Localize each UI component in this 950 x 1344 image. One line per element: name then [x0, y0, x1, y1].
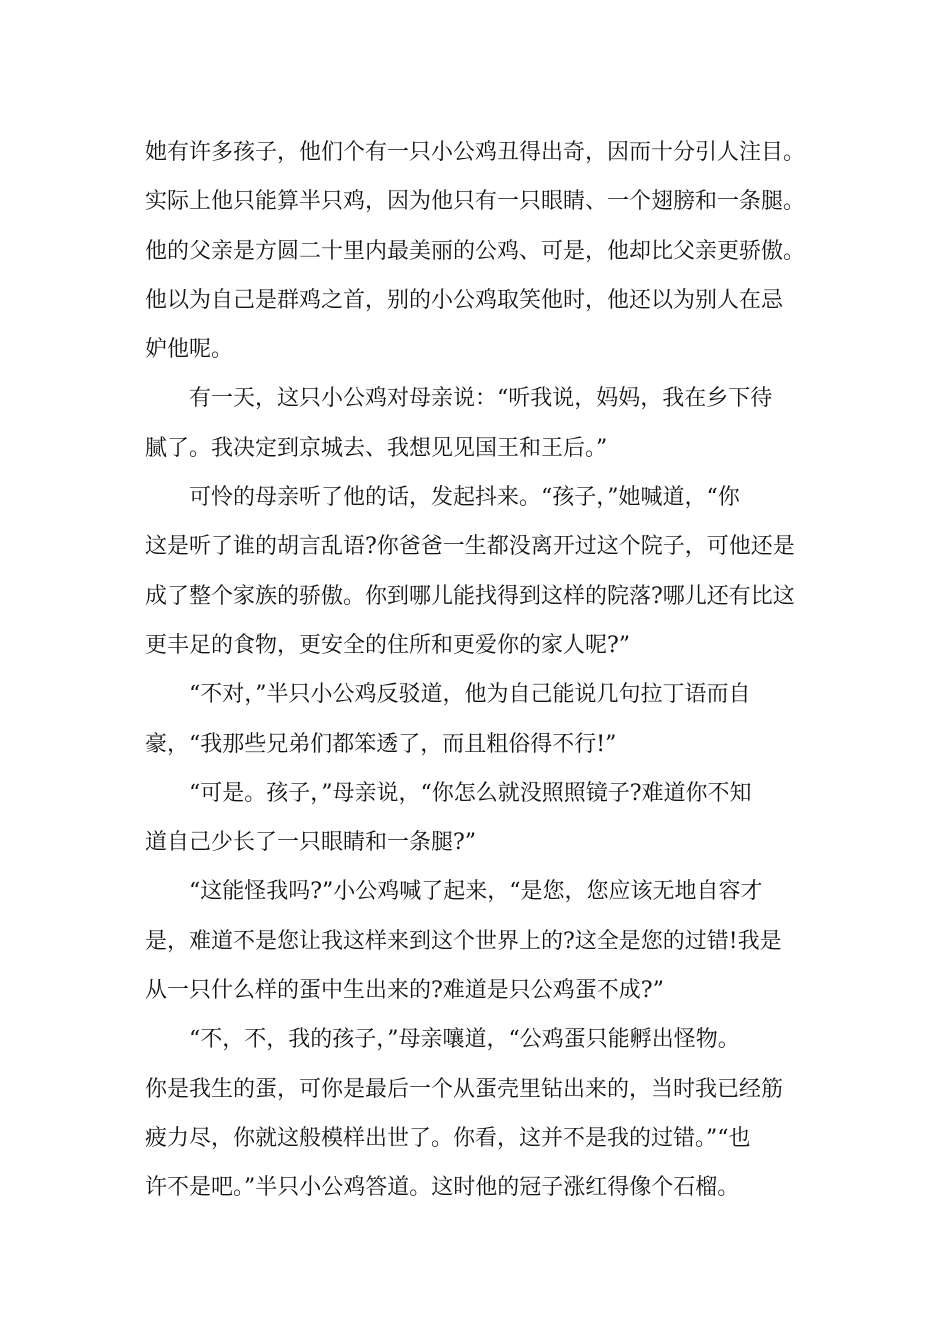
text-line: “不，不，我的孩子，”母亲嚷道，“公鸡蛋只能孵出怪物。 — [189, 1027, 740, 1053]
text-line: 从一只什么样的蛋中生出来的?难道是只公鸡蛋不成?” — [145, 978, 664, 1004]
text-line: “这能怪我吗?”小公鸡喊了起来，“是您，您应该无地自容才 — [189, 879, 763, 905]
text-line: 许不是吧。”半只小公鸡答道。这时他的冠子涨红得像个石榴。 — [145, 1175, 740, 1201]
text-line: 是，难道不是您让我这样来到这个世界上的?这全是您的过错!我是 — [145, 928, 782, 954]
story-text — [145, 128, 825, 1213]
text-line: 她有许多孩子，他们个有一只小公鸡丑得出奇，因而十分引人注目。 — [145, 140, 806, 165]
text-line: “可是。孩子，”母亲说，“你怎么就没照照镜子?难道你不知 — [189, 780, 752, 806]
text-line: 可怜的母亲听了他的话，发起抖来。“孩子，”她喊道，“你 — [189, 485, 740, 511]
text-line: 他以为自己是群鸡之首，别的小公鸡取笑他时，他还以为别人在忌 — [145, 287, 784, 313]
text-line: 这是听了谁的胡言乱语?你爸爸一生都没离开过这个院子，可他还是 — [145, 534, 795, 560]
text-line: 妒他呢。 — [145, 337, 234, 363]
text-line: 他的父亲是方圆二十里内最美丽的公鸡、可是，他却比父亲更骄傲。 — [145, 238, 806, 264]
text-line: 实际上他只能算半只鸡，因为他只有一只眼睛、一个翅膀和一条腿。 — [145, 189, 806, 215]
text-line: “不对，”半只小公鸡反驳道，他为自己能说几句拉丁语而自 — [189, 682, 751, 708]
text-line: 道自己少长了一只眼睛和一条腿?” — [145, 830, 477, 856]
text-line: 成了整个家族的骄傲。你到哪儿能找得到这样的院落?哪儿还有比这 — [145, 583, 795, 609]
text-line: 腻了。我决定到京城去、我想见见国王和王后。” — [145, 435, 608, 461]
text-line: 疲力尽，你就这般模样出世了。你看，这并不是我的过错。”“也 — [145, 1125, 751, 1151]
text-line: 你是我生的蛋，可你是最后一个从蛋壳里钻出来的，当时我已经筋 — [145, 1076, 784, 1102]
text-line: 豪，“我那些兄弟们都笨透了，而且粗俗得不行!” — [145, 731, 617, 757]
text-line: 更丰足的食物，更安全的住所和更爱你的家人呢?” — [145, 632, 631, 658]
text-line: 有一天，这只小公鸡对母亲说：“听我说，妈妈，我在乡下待 — [189, 386, 773, 412]
